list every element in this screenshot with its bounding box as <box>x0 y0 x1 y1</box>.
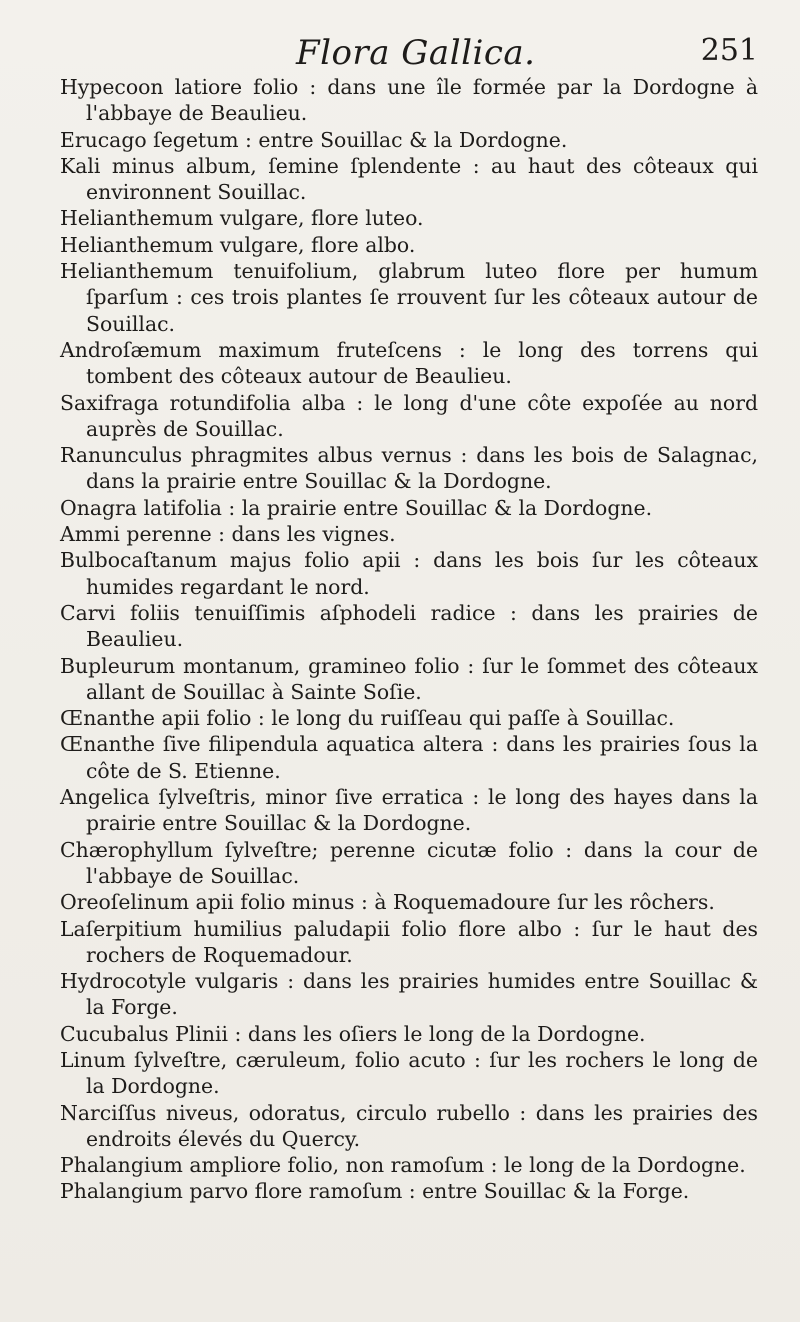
plant-entry: Laſerpitium humilius paludapii folio flore albo : ſur le haut des rochers de Roquemadour. <box>60 916 758 967</box>
plant-entry: Hypecoon latiore folio : dans une île formée par la Dordogne à l'abbaye de Beaulieu. <box>60 75 758 126</box>
plant-entry: Angelica ſylveſtris, minor ſive erratica : le long des hayes dans la prairie entre Souillac & la Dordogne. <box>60 785 758 836</box>
plant-entry: Helianthemum vulgare, flore luteo. <box>60 206 424 231</box>
plant-entry: Hydrocotyle vulgaris : dans les prairies humides entre Souillac & la Forge. <box>60 969 758 1020</box>
plant-entry: Ranunculus phragmites albus vernus : dans les bois de Salagnac, dans la prairie entre Souillac & la Dordogne. <box>60 443 758 494</box>
plant-entry: Linum ſylveſtre, cæruleum, folio acuto : ſur les rochers le long de la Dordogne. <box>60 1047 758 1099</box>
plant-entry: Œnanthe ſive filipendula aquatica altera : dans les prairies ſous la côte de S. Etienne. <box>60 732 758 783</box>
plant-entry: Phalangium ampliore folio, non ramoſum : le long de la Dordogne. <box>60 1153 746 1178</box>
plant-entry: Helianthemum vulgare, flore albo. <box>60 232 416 257</box>
plant-entry: Erucago ſegetum : entre Souillac & la Dordogne. <box>60 127 568 152</box>
plant-entry: Kali minus album, ſemine ſplendente : au haut des côteaux qui environnent Souillac. <box>60 153 758 205</box>
plant-entry: Chærophyllum ſylveſtre; perenne cicutæ folio : dans la cour de l'abbaye de Souillac. <box>60 837 758 888</box>
page-header <box>60 33 758 73</box>
page-number: 251 <box>700 33 758 68</box>
plant-entry: Saxifraga rotundifolia alba : le long d'une côte expoſée au nord auprès de Souillac. <box>60 390 758 441</box>
plant-entry: Ammi perenne : dans les vignes. <box>60 522 396 547</box>
plant-entry: Onagra latifolia : la prairie entre Souillac & la Dordogne. <box>60 495 653 520</box>
plant-entry: Androſæmum maximum fruteſcens : le long des torrens qui tombent des côteaux autour de Beaulieu. <box>60 337 758 389</box>
running-title: Flora Gallica. <box>296 33 536 73</box>
plant-entry: Œnanthe apii folio : le long du ruiſſeau qui paſſe à Souillac. <box>60 706 675 731</box>
plant-entry: Helianthemum tenuifolium, glabrum luteo flore per humum ſparſum : ces trois plantes ſe rrouvent ſur les côteaux autour de Souillac. <box>60 259 758 336</box>
plant-entry-list <box>60 74 758 1205</box>
plant-entry: Bulbocaſtanum majus folio apii : dans les bois ſur les côteaux humides regardant le nord. <box>60 548 758 599</box>
plant-entry: Bupleurum montanum, gramineo folio : ſur le ſommet des côteaux allant de Souillac à Sainte Soſie. <box>60 653 758 704</box>
plant-entry: Phalangium parvo flore ramoſum : entre Souillac & la Forge. <box>60 1179 690 1204</box>
plant-entry: Carvi foliis tenuiſſimis aſphodeli radice : dans les prairies de Beaulieu. <box>60 600 758 652</box>
plant-entry: Narciſſus niveus, odoratus, circulo rubello : dans les prairies des endroits élevés du Quercy. <box>60 1100 758 1151</box>
plant-entry: Cucubalus Plinii : dans les oſiers le long de la Dordogne. <box>60 1021 646 1046</box>
plant-entry: Oreoſelinum apii folio minus : à Roquemadoure ſur les rôchers. <box>60 890 715 915</box>
